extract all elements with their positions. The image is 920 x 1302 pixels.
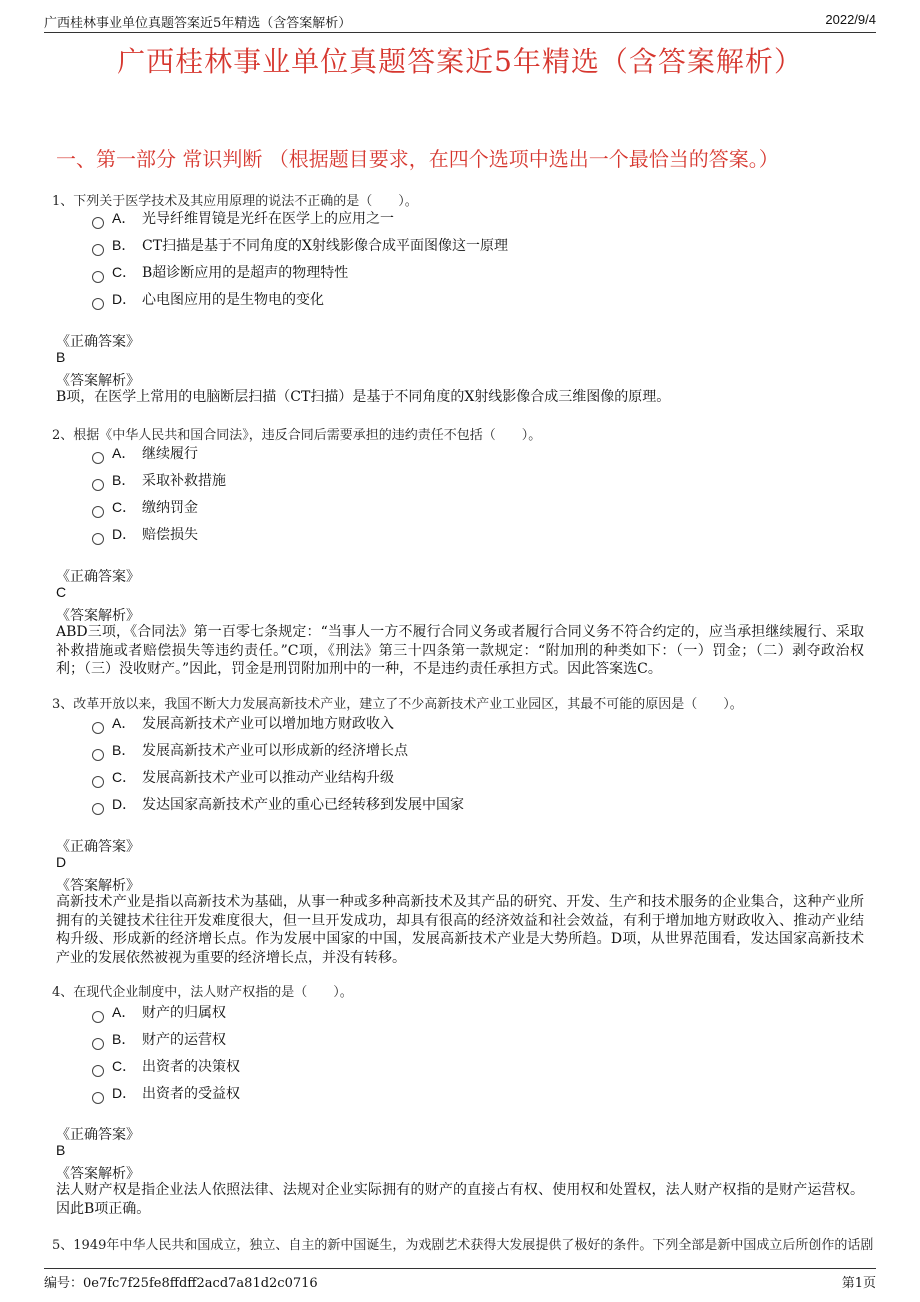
analysis-label: 《答案解析》 [56,373,140,389]
question-4-answer: B [56,1142,66,1158]
question-1-option-d[interactable]: D． 心电图应用的是生物电的变化 [92,289,324,309]
question-3-option-d[interactable]: D． 发达国家高新技术产业的重心已经转移到发展中国家 [92,794,464,814]
question-4-option-b[interactable]: B． 财产的运营权 [92,1029,226,1049]
question-1-option-c[interactable]: C． B超诊断应用的是超声的物理特性 [92,262,348,282]
section-heading: 一、第一部分 常识判断 （根据题目要求，在四个选项中选出一个最恰当的答案。） [56,147,779,171]
radio-icon[interactable] [92,533,104,545]
question-1-option-b[interactable]: B． CT扫描是基于不同角度的X射线影像合成平面图像这一原理 [92,235,508,255]
question-1-analysis: B项，在医学上常用的电脑断层扫描（CT扫描）是基于不同角度的X射线影像合成三维图像的原理。 [56,389,671,405]
document-id: 编号：0e7fc7f25fe8ffdff2acd7a81d2c0716 [44,1276,318,1291]
analysis-label: 《答案解析》 [56,878,140,894]
radio-icon[interactable] [92,506,104,518]
answer-label: 《正确答案》 [56,839,140,855]
question-2-analysis: ABD三项，《合同法》第一百零七条规定：“当事人一方不履行合同义务或者履行合同义务不符合约定的，应当承担继续履行、采取补救措施或者赔偿损失等违约责任。”C项，《刑法》第三十四条第一款规定：“附加刑的种类如下：（一）罚金；（二）剥夺政治权利；（三）没收财产。”因此，罚金是刑罚附加刑中的一种，不是违约责任承担方式。因此答案选C。 [56,624,864,677]
radio-icon[interactable] [92,1065,104,1077]
question-2-option-b[interactable]: B． 采取补救措施 [92,470,226,490]
radio-icon[interactable] [92,803,104,815]
question-3-analysis: 高新技术产业是指以高新技术为基础，从事一种或多种高新技术及其产品的研究、开发、生产和技术服务的企业集合，这种产业所拥有的关键技术往往开发难度很大，但一旦开发成功，却具有很高的经济效益和社会效益，有利于增加地方财政收入、推动产业结构升级、形成新的经济增长点。作为发展中国家的中国，发展高新技术产业是大势所趋。D项，从世界范围看，发达国家高新技术产业的发展依然被视为重要的经济增长点，并没有转移。 [56,894,864,966]
radio-icon[interactable] [92,749,104,761]
question-1-option-a[interactable]: A． 光导纤维胃镜是光纤在医学上的应用之一 [92,208,394,228]
question-3-stem: 3、改革开放以来，我国不断大力发展高新技术产业，建立了不少高新技术产业工业园区，其最不可能的原因是（ ）。 [52,697,743,712]
question-3-answer: D [56,854,67,870]
question-3-option-a[interactable]: A． 发展高新技术产业可以增加地方财政收入 [92,713,394,733]
page-footer [44,1268,876,1292]
question-2-option-d[interactable]: D． 赔偿损失 [92,524,198,544]
radio-icon[interactable] [92,1011,104,1023]
document-title: 广西桂林事业单位真题答案近5年精选（含答案解析） [117,45,803,78]
question-2-option-c[interactable]: C． 缴纳罚金 [92,497,198,517]
radio-icon[interactable] [92,722,104,734]
radio-icon[interactable] [92,1038,104,1050]
header-date: 2022/9/4 [825,12,876,27]
radio-icon[interactable] [92,271,104,283]
analysis-label: 《答案解析》 [56,608,140,624]
question-4-option-c[interactable]: C． 出资者的决策权 [92,1056,240,1076]
page-number: 第1页 [841,1276,876,1291]
question-1-answer: B [56,349,66,365]
answer-label: 《正确答案》 [56,334,140,350]
question-2-answer: C [56,584,67,600]
question-1-stem: 1、下列关于医学技术及其应用原理的说法不正确的是（ ）。 [52,194,418,209]
radio-icon[interactable] [92,298,104,310]
radio-icon[interactable] [92,244,104,256]
radio-icon[interactable] [92,452,104,464]
question-4-option-a[interactable]: A． 财产的归属权 [92,1002,226,1022]
question-5-stem: 5、1949年中华人民共和国成立，独立、自主的新中国诞生，为戏剧艺术获得大发展提供了极好的条件。下列全部是新中国成立后所创作的话剧 [52,1238,874,1253]
page-header [44,12,876,33]
question-2-option-a[interactable]: A． 继续履行 [92,443,198,463]
radio-icon[interactable] [92,217,104,229]
question-4-stem: 4、在现代企业制度中，法人财产权指的是（ ）。 [52,985,353,1000]
answer-label: 《正确答案》 [56,569,140,585]
question-3-option-c[interactable]: C． 发展高新技术产业可以推动产业结构升级 [92,767,394,787]
question-3-option-b[interactable]: B． 发展高新技术产业可以形成新的经济增长点 [92,740,408,760]
radio-icon[interactable] [92,776,104,788]
question-4-analysis: 法人财产权是指企业法人依照法律、法规对企业实际拥有的财产的直接占有权、使用权和处置权，法人财产权指的是财产运营权。因此B项正确。 [56,1182,864,1217]
radio-icon[interactable] [92,1092,104,1104]
answer-label: 《正确答案》 [56,1127,140,1143]
header-title: 广西桂林事业单位真题答案近5年精选（含答案解析） [44,16,352,31]
analysis-label: 《答案解析》 [56,1166,140,1182]
question-4-option-d[interactable]: D． 出资者的受益权 [92,1083,240,1103]
radio-icon[interactable] [92,479,104,491]
question-2-stem: 2、根据《中华人民共和国合同法》，违反合同后需要承担的违约责任不包括（ ）。 [52,428,542,443]
